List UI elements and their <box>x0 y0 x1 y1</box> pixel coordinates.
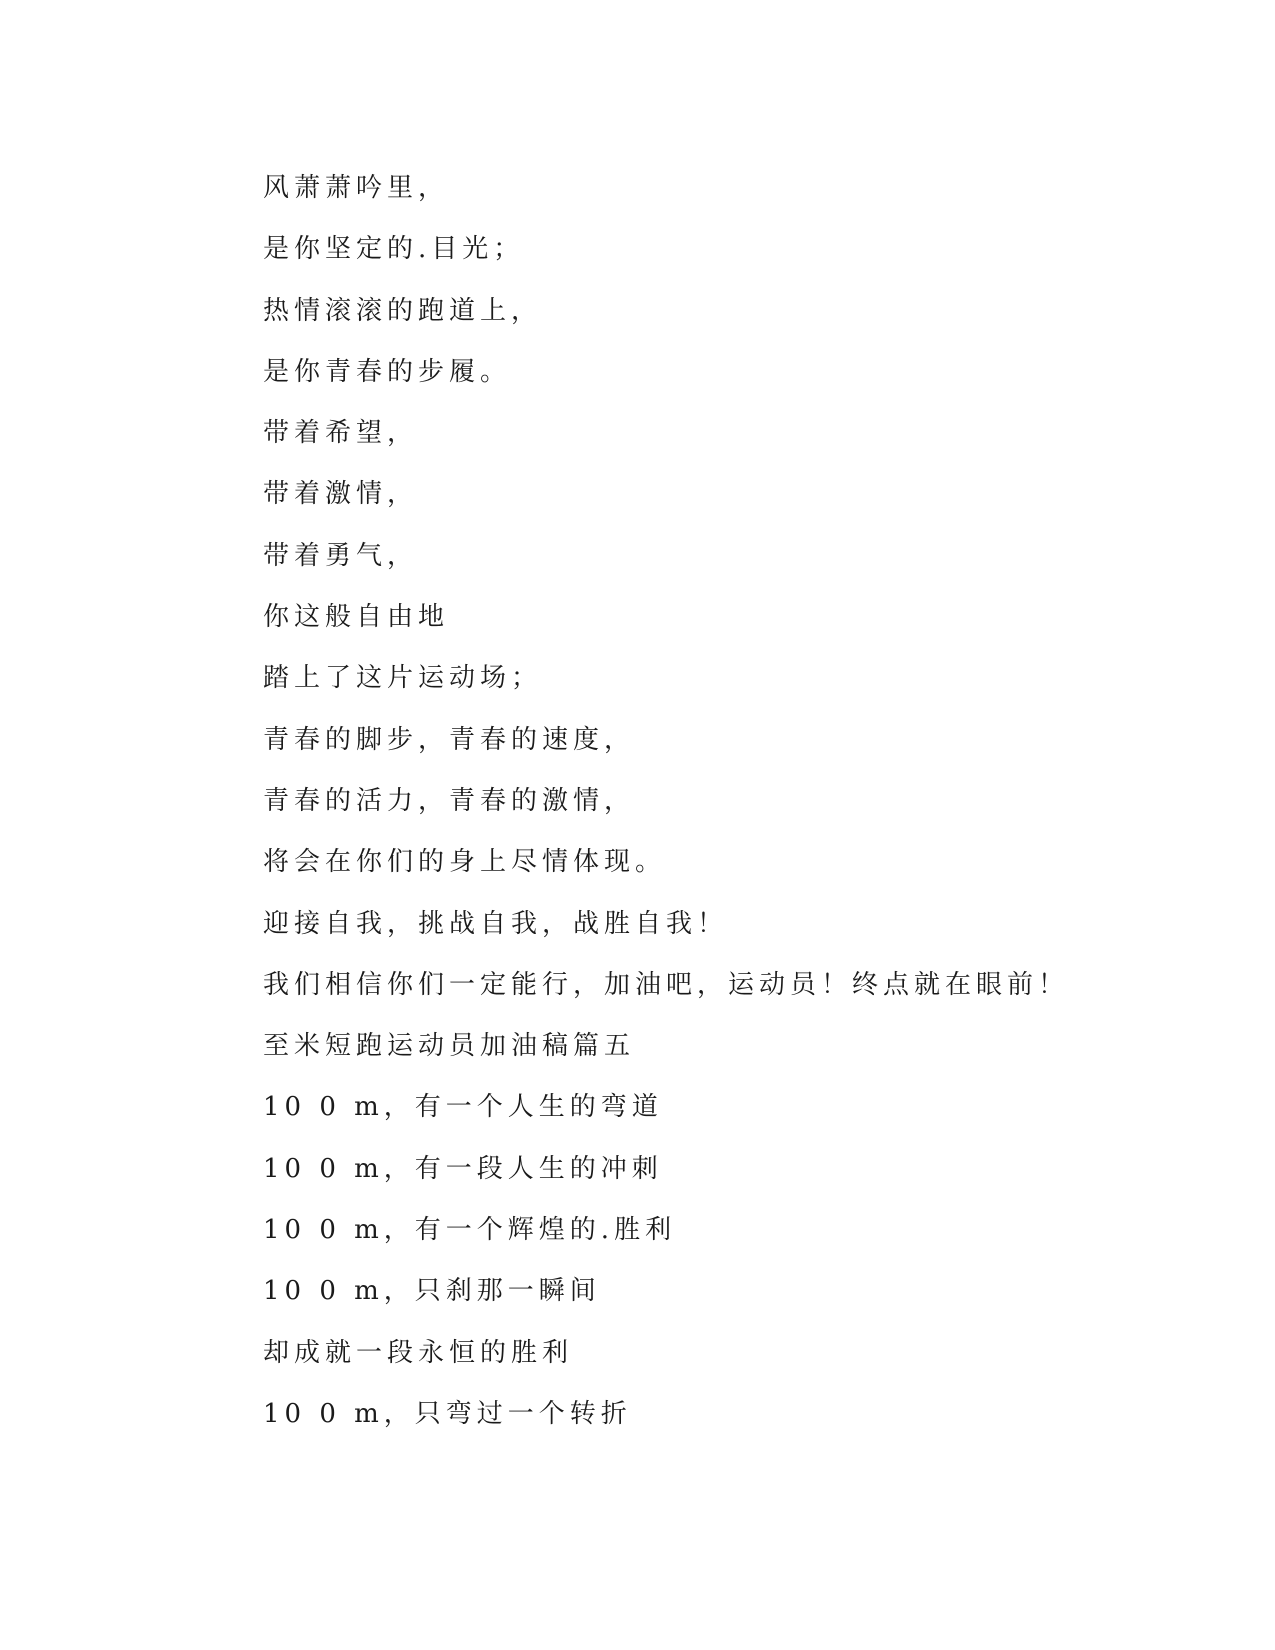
section-heading: 至米短跑运动员加油稿篇五 <box>263 1031 636 1062</box>
text-line: 踏上了这片运动场； <box>263 663 543 694</box>
text-line: 青春的活力，青春的激情， <box>263 785 636 816</box>
text-line: 带着激情， <box>263 479 419 510</box>
text-line: 是你青春的步履。 <box>263 356 512 387</box>
text-line: 风萧萧吟里， <box>263 173 450 203</box>
text-line: 带着希望， <box>263 418 419 449</box>
text-line: 你这般自由地 <box>263 602 450 633</box>
text-line: 带着勇气， <box>263 540 419 571</box>
text-line: 我们相信你们一定能行，加油吧，运动员！终点就在眼前！ <box>263 969 1070 1000</box>
text-line: 是你坚定的.目光； <box>263 234 525 265</box>
text-line: 青春的脚步，青春的速度， <box>263 724 636 755</box>
text-line: 热情滚滚的跑道上， <box>263 295 543 326</box>
text-line: 10 0 m，有一个人生的弯道 <box>263 1092 663 1123</box>
text-line: 迎接自我，挑战自我，战胜自我！ <box>263 908 729 939</box>
text-line: 10 0 m，有一个辉煌的.胜利 <box>263 1215 677 1246</box>
text-line: 将会在你们的身上尽情体现。 <box>263 847 667 878</box>
text-line: 10 0 m，只刹那一瞬间 <box>263 1276 601 1307</box>
text-line: 10 0 m，有一段人生的冲刺 <box>263 1153 663 1184</box>
poem-text-block <box>263 168 1163 1455</box>
text-line: 10 0 m，只弯过一个转折 <box>263 1398 632 1429</box>
text-line: 却成就一段永恒的胜利 <box>263 1337 574 1368</box>
